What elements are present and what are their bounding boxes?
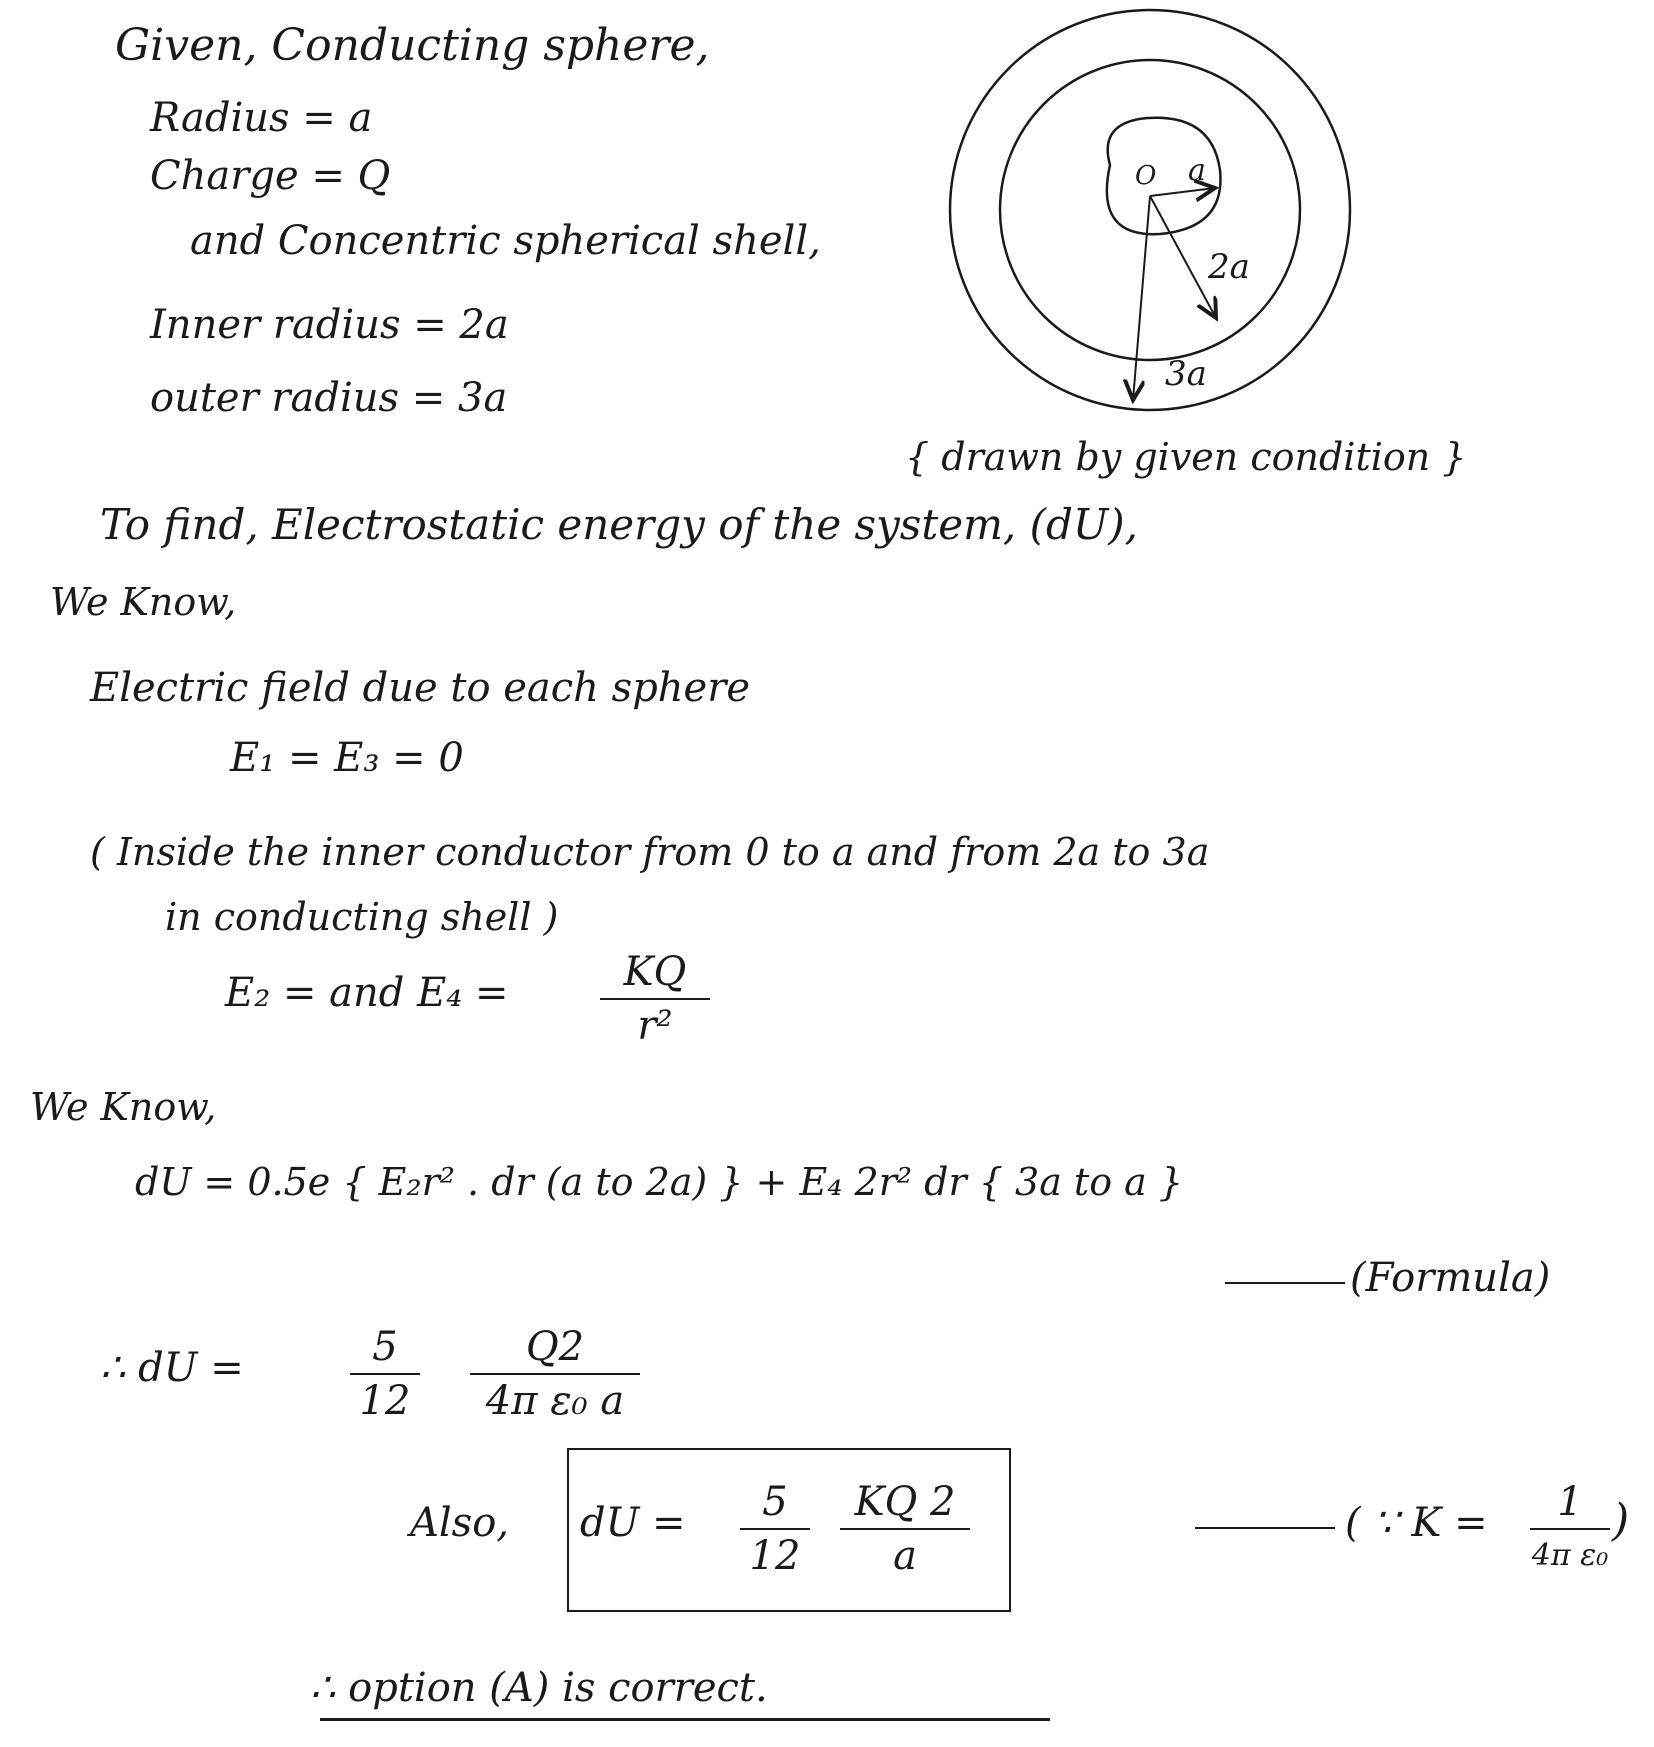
inner-shell-circle — [1000, 60, 1300, 360]
center-label: O — [1135, 161, 1157, 191]
inside-note-2: in conducting shell ) — [165, 895, 559, 939]
formula-tag: (Formula) — [1350, 1255, 1551, 1301]
k-note-den: 4π ε₀ — [1531, 1538, 1609, 1573]
result-1-den-4pi: 4π ε₀ a — [485, 1378, 625, 1424]
to-find: To find, Electrostatic energy of the system, (dU), — [100, 500, 1139, 549]
k-note-rhs: ) — [1612, 1495, 1630, 1546]
label-2a: 2a — [1208, 247, 1250, 287]
result-1-fraction-q2 — [470, 1325, 640, 1423]
given-shell: and Concentric spherical shell, — [190, 218, 821, 264]
result-1-lhs: ∴ dU = — [100, 1345, 244, 1391]
given-title: Given, Conducting sphere, — [115, 20, 710, 71]
inside-note-1: ( Inside the inner conductor from 0 to a and from 2a to 3a — [90, 830, 1210, 874]
result-2-lhs: dU = — [580, 1500, 686, 1546]
result-2-fraction-kq2 — [840, 1480, 970, 1578]
given-inner-radius: Inner radius = 2a — [150, 302, 509, 348]
e2-e4-numerator: KQ — [623, 949, 687, 995]
result-1-den-12: 12 — [359, 1378, 411, 1424]
conclusion-underline — [320, 1718, 1050, 1721]
k-note-num: 1 — [1557, 1479, 1583, 1525]
result-2-den-12: 12 — [749, 1533, 801, 1579]
k-note-lhs: ( ∵ K = — [1345, 1500, 1488, 1546]
also-label: Also, — [410, 1500, 510, 1546]
given-radius: Radius = a — [150, 95, 373, 141]
radius-3a-arrow — [1133, 196, 1150, 400]
radius-a-arrow — [1150, 188, 1215, 196]
outer-shell-circle — [950, 10, 1350, 410]
result-1-fraction-5-12 — [350, 1325, 420, 1423]
result-1-num-5: 5 — [372, 1324, 398, 1370]
given-charge: Charge = Q — [150, 153, 391, 199]
result-2-fraction-5-12 — [740, 1480, 810, 1578]
k-note-fraction — [1530, 1480, 1610, 1578]
field-heading: Electric field due to each sphere — [90, 665, 751, 711]
result-2-den-a: a — [893, 1533, 917, 1579]
formula-dash — [1225, 1282, 1345, 1284]
result-2-num-5: 5 — [762, 1479, 788, 1525]
k-note-dash — [1195, 1527, 1335, 1529]
concentric-sphere-diagram — [920, 0, 1400, 420]
result-2-num-kq2: KQ 2 — [854, 1479, 956, 1525]
result-1-num-q2: Q2 — [525, 1324, 585, 1370]
du-formula: dU = 0.5e { E₂r² . dr (a to 2a) } + E₄ 2r² dr { 3a to a } — [135, 1160, 1184, 1204]
e1-e3-equation: E₁ = E₃ = 0 — [230, 735, 464, 781]
radius-2a-arrow — [1150, 196, 1216, 318]
conclusion: ∴ option (A) is correct. — [310, 1665, 768, 1711]
label-3a: 3a — [1165, 354, 1207, 394]
e2-e4-lhs: E₂ = and E₄ = — [225, 970, 509, 1016]
diagram-caption: { drawn by given condition } — [905, 435, 1467, 479]
given-outer-radius: outer radius = 3a — [150, 375, 508, 421]
e2-e4-fraction — [600, 950, 710, 1048]
label-a: a — [1188, 153, 1206, 188]
we-know-1: We Know, — [50, 580, 237, 624]
we-know-2: We Know, — [30, 1085, 217, 1129]
e2-e4-denominator: r² — [637, 1003, 673, 1049]
